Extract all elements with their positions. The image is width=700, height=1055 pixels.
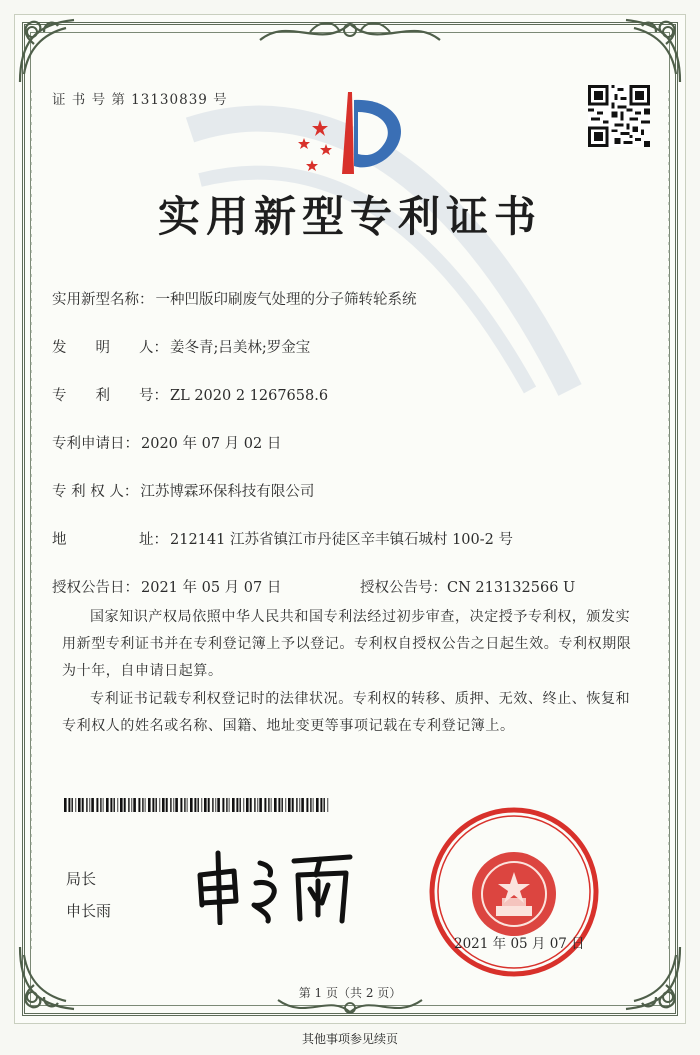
barcode-bar bbox=[257, 798, 258, 812]
patent-number-label: 专 利 号： bbox=[52, 388, 168, 404]
filing-date-label: 专利申请日： bbox=[52, 436, 139, 452]
barcode-bar bbox=[320, 798, 322, 812]
barcode-bar bbox=[232, 798, 235, 812]
barcode-bar bbox=[72, 798, 73, 812]
inventor-value: 姜冬青;吕美林;罗金宝 bbox=[170, 340, 311, 356]
patentee-label: 专 利 权 人： bbox=[52, 484, 139, 500]
barcode-bar bbox=[194, 798, 196, 812]
barcode-bar bbox=[145, 798, 146, 812]
filing-date-row bbox=[52, 432, 281, 453]
barcode-bar bbox=[288, 798, 291, 812]
certificate-number: 证 书 号 第 13130839 号 bbox=[52, 92, 228, 108]
barcode-bar bbox=[114, 798, 115, 812]
legal-status-paragraph: 专利证书记载专利权登记时的法律状况。专利权的转移、质押、无效、终止、恢复和专利权人的姓名或名称、国籍、地址变更等事项记载在专利登记簿上。 bbox=[62, 691, 631, 734]
barcode-bar bbox=[89, 798, 90, 812]
barcode-bar bbox=[159, 798, 160, 812]
official-seal-icon bbox=[428, 806, 600, 978]
barcode-bar bbox=[226, 798, 227, 812]
barcode-bar bbox=[301, 798, 304, 812]
page-number: 第 1 页（共 2 页） bbox=[298, 986, 402, 1000]
barcode-bar bbox=[148, 798, 151, 812]
barcode-bar bbox=[250, 798, 252, 812]
barcode-bar bbox=[166, 798, 168, 812]
barcode-bar bbox=[68, 798, 70, 812]
barcode-bar bbox=[306, 798, 308, 812]
announcement-date-row bbox=[52, 576, 281, 597]
barcode-bar bbox=[240, 798, 241, 812]
barcode-bar bbox=[82, 798, 84, 812]
address-value: 212141 江苏省镇江市丹徒区辛丰镇石城村 100-2 号 bbox=[170, 532, 513, 548]
barcode-bar bbox=[296, 798, 297, 812]
barcode-bar bbox=[187, 798, 188, 812]
barcode-bar bbox=[156, 798, 157, 812]
barcode-bar bbox=[175, 798, 178, 812]
barcode-bar bbox=[217, 798, 220, 812]
barcode-bar bbox=[138, 798, 140, 812]
director-title: 局长 bbox=[66, 870, 97, 888]
top-ornament-icon bbox=[250, 10, 450, 54]
qr-code-icon bbox=[588, 85, 650, 147]
barcode-bar bbox=[131, 798, 132, 812]
barcode-bar bbox=[180, 798, 182, 812]
barcode-icon bbox=[64, 798, 332, 812]
inventor-label: 发 明 人： bbox=[52, 340, 168, 356]
utility-model-name-row bbox=[52, 288, 417, 309]
address-row bbox=[52, 528, 513, 549]
barcode-bar bbox=[215, 798, 216, 812]
barcode-bar bbox=[282, 798, 283, 812]
announcement-date-value: 2021 年 05 月 07 日 bbox=[141, 580, 282, 596]
barcode-bar bbox=[170, 798, 171, 812]
patentee-value: 江苏博霖环保科技有限公司 bbox=[140, 484, 315, 500]
barcode-bar bbox=[229, 798, 230, 812]
filing-date-value: 2020 年 07 月 02 日 bbox=[141, 436, 282, 452]
barcode-bar bbox=[86, 798, 87, 812]
barcode-bar bbox=[236, 798, 238, 812]
announcement-number-row bbox=[360, 576, 575, 597]
barcode-bar bbox=[299, 798, 300, 812]
continued-page-note: 其他事项参见续页 bbox=[301, 1032, 398, 1046]
barcode-bar bbox=[106, 798, 109, 812]
corner-ornament-icon bbox=[612, 941, 686, 1015]
barcode-bar bbox=[310, 798, 311, 812]
barcode-bar bbox=[327, 798, 328, 812]
patent-number-row bbox=[52, 384, 328, 405]
barcode-bar bbox=[128, 798, 129, 812]
barcode-bar bbox=[243, 798, 244, 812]
utility-model-name-value: 一种凹版印刷废气处理的分子筛转轮系统 bbox=[155, 292, 417, 308]
barcode-bar bbox=[201, 798, 202, 812]
director-signature-icon bbox=[190, 845, 360, 925]
certificate-title: 实用新型专利证书 bbox=[157, 192, 542, 241]
address-label: 地 址： bbox=[52, 532, 168, 548]
barcode-bar bbox=[75, 798, 76, 812]
barcode-bar bbox=[246, 798, 249, 812]
issue-date: 2021 年 05 月 07 日 bbox=[454, 936, 585, 952]
barcode-bar bbox=[208, 798, 210, 812]
barcode-bar bbox=[198, 798, 199, 812]
barcode-bar bbox=[110, 798, 112, 812]
barcode-bar bbox=[78, 798, 81, 812]
barcode-bar bbox=[264, 798, 266, 812]
barcode-bar bbox=[100, 798, 101, 812]
barcode-bar bbox=[324, 798, 325, 812]
barcode-bar bbox=[313, 798, 314, 812]
corner-ornament-icon bbox=[612, 14, 686, 88]
barcode-bar bbox=[152, 798, 154, 812]
patentee-row bbox=[52, 480, 314, 501]
barcode-bar bbox=[278, 798, 280, 812]
barcode-bar bbox=[103, 798, 104, 812]
barcode-bar bbox=[64, 798, 67, 812]
barcode-bar bbox=[120, 798, 123, 812]
announcement-number-value: CN 213132566 U bbox=[447, 580, 576, 596]
barcode-bar bbox=[133, 798, 136, 812]
barcode-bar bbox=[173, 798, 174, 812]
corner-ornament-icon bbox=[14, 14, 88, 88]
barcode-bar bbox=[124, 798, 126, 812]
patent-number-value: ZL 2020 2 1267658.6 bbox=[170, 388, 329, 404]
barcode-bar bbox=[285, 798, 286, 812]
barcode-bar bbox=[259, 798, 262, 812]
barcode-bar bbox=[274, 798, 277, 812]
inventor-row bbox=[52, 336, 310, 357]
director-name: 申长雨 bbox=[66, 902, 112, 920]
barcode-bar bbox=[254, 798, 255, 812]
cnipa-logo-icon bbox=[286, 86, 412, 182]
grant-statement-paragraph: 国家知识产权局依照中华人民共和国专利法经过初步审查，决定授予专利权，颁发实用新型专利证书并在专利登记簿上予以登记。专利权自授权公告之日起生效。专利权期限为十年，自申请日起算。 bbox=[62, 609, 632, 679]
barcode-bar bbox=[222, 798, 224, 812]
barcode-bar bbox=[142, 798, 143, 812]
barcode-bar bbox=[91, 798, 94, 812]
barcode-bar bbox=[117, 798, 118, 812]
barcode-bar bbox=[212, 798, 213, 812]
barcode-bar bbox=[162, 798, 165, 812]
barcode-bar bbox=[190, 798, 193, 812]
barcode-bar bbox=[204, 798, 207, 812]
announcement-number-label: 授权公告号： bbox=[360, 580, 447, 596]
utility-model-name-label: 实用新型名称： bbox=[52, 292, 154, 308]
corner-ornament-icon bbox=[14, 941, 88, 1015]
barcode-bar bbox=[271, 798, 272, 812]
barcode-bar bbox=[268, 798, 269, 812]
barcode-bar bbox=[184, 798, 185, 812]
barcode-bar bbox=[96, 798, 98, 812]
barcode-bar bbox=[292, 798, 294, 812]
barcode-bar bbox=[316, 798, 319, 812]
announcement-date-label: 授权公告日： bbox=[52, 580, 139, 596]
